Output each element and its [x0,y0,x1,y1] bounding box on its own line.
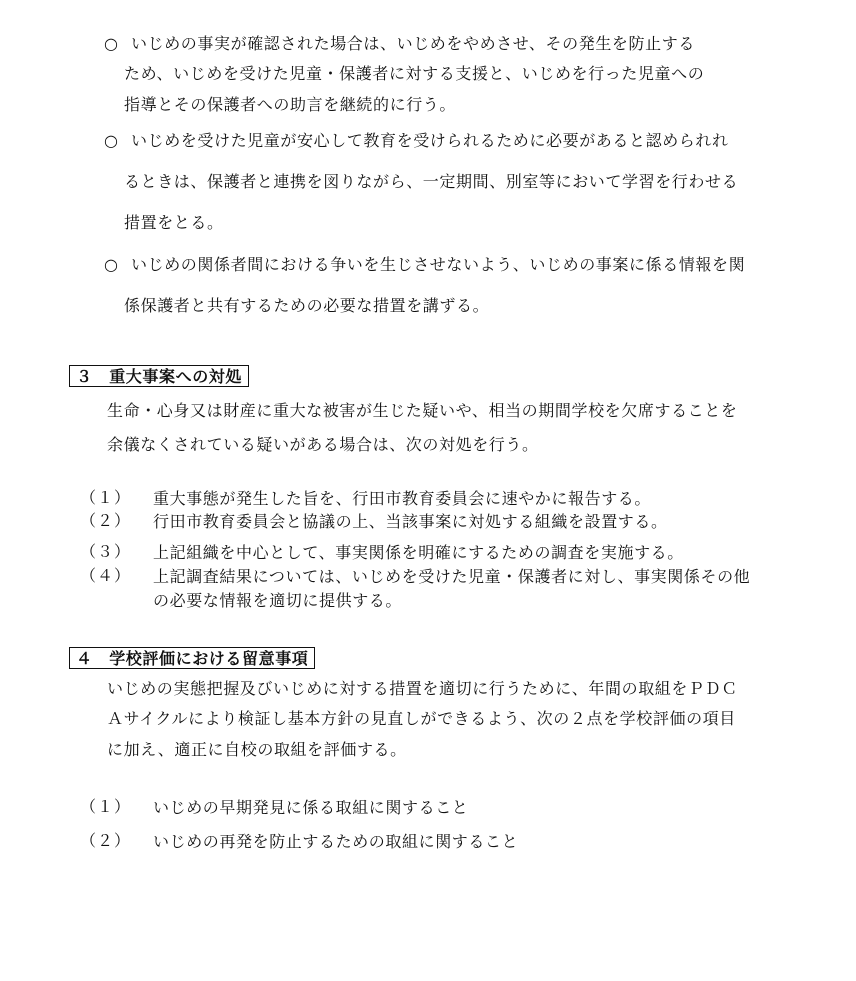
item-number: （３） [80,542,132,561]
item-text-line: 重大事態が発生した旨を、行田市教育委員会に速やかに報告する。 [153,489,652,508]
item-number: （１） [80,488,132,507]
item-text-line: 上記組織を中心として、事実関係を明確にするための調査を実施する。 [153,543,684,562]
item-text-line: の必要な情報を適切に提供する。 [153,591,403,610]
section-intro-line: 生命・心身又は財産に重大な被害が生じた疑いや、相当の期間学校を欠席することを [107,401,738,420]
bullet-text-line: るときは、保護者と連携を図りながら、一定期間、別室等において学習を行わせる [124,172,739,191]
bullet-text-line: 指導とその保護者への助言を継続的に行う。 [124,95,457,114]
item-text-line: いじめの再発を防止するための取組に関すること [153,832,519,851]
bullet-text-line: 係保護者と共有するための必要な措置を講ずる。 [124,296,490,315]
circle-bullet-icon: ○ [104,34,118,53]
item-text-line: 行田市教育委員会と協議の上、当該事案に対処する組織を設置する。 [153,512,668,531]
item-text-line: いじめの早期発見に係る取組に関すること [153,798,469,817]
section-intro-line: Ａサイクルにより検証し基本方針の見直しができるよう、次の２点を学校評価の項目 [107,709,736,728]
item-number: （１） [80,797,132,816]
bullet-text-line: ため、いじめを受けた児童・保護者に対する支援と、いじめを行った児童への [124,64,705,83]
bullet-text-line: いじめを受けた児童が安心して教育を受けられるために必要があると認められれ [131,131,729,150]
circle-bullet-icon: ○ [104,255,118,274]
section-heading: ４ 学校評価における留意事項 [69,647,315,669]
section-intro-line: に加え、適正に自校の取組を評価する。 [107,740,407,759]
bullet-text-line: いじめの事実が確認された場合は、いじめをやめさせ、その発生を防止する [131,34,695,53]
section-heading: ３ 重大事案への対処 [69,365,249,387]
circle-bullet-icon: ○ [104,131,118,150]
bullet-text-line: 措置をとる。 [124,213,224,232]
bullet-text-line: いじめの関係者間における争いを生じさせないよう、いじめの事案に係る情報を関 [131,255,746,274]
item-number: （４） [80,566,132,585]
section-intro-line: 余儀なくされている疑いがある場合は、次の対処を行う。 [107,435,539,454]
item-text-line: 上記調査結果については、いじめを受けた児童・保護者に対し、事実関係その他 [153,567,751,586]
item-number: （２） [80,831,132,850]
item-number: （２） [80,511,132,530]
section-intro-line: いじめの実態把握及びいじめに対する措置を適切に行うために、年間の取組をＰＤＣ [107,679,738,698]
